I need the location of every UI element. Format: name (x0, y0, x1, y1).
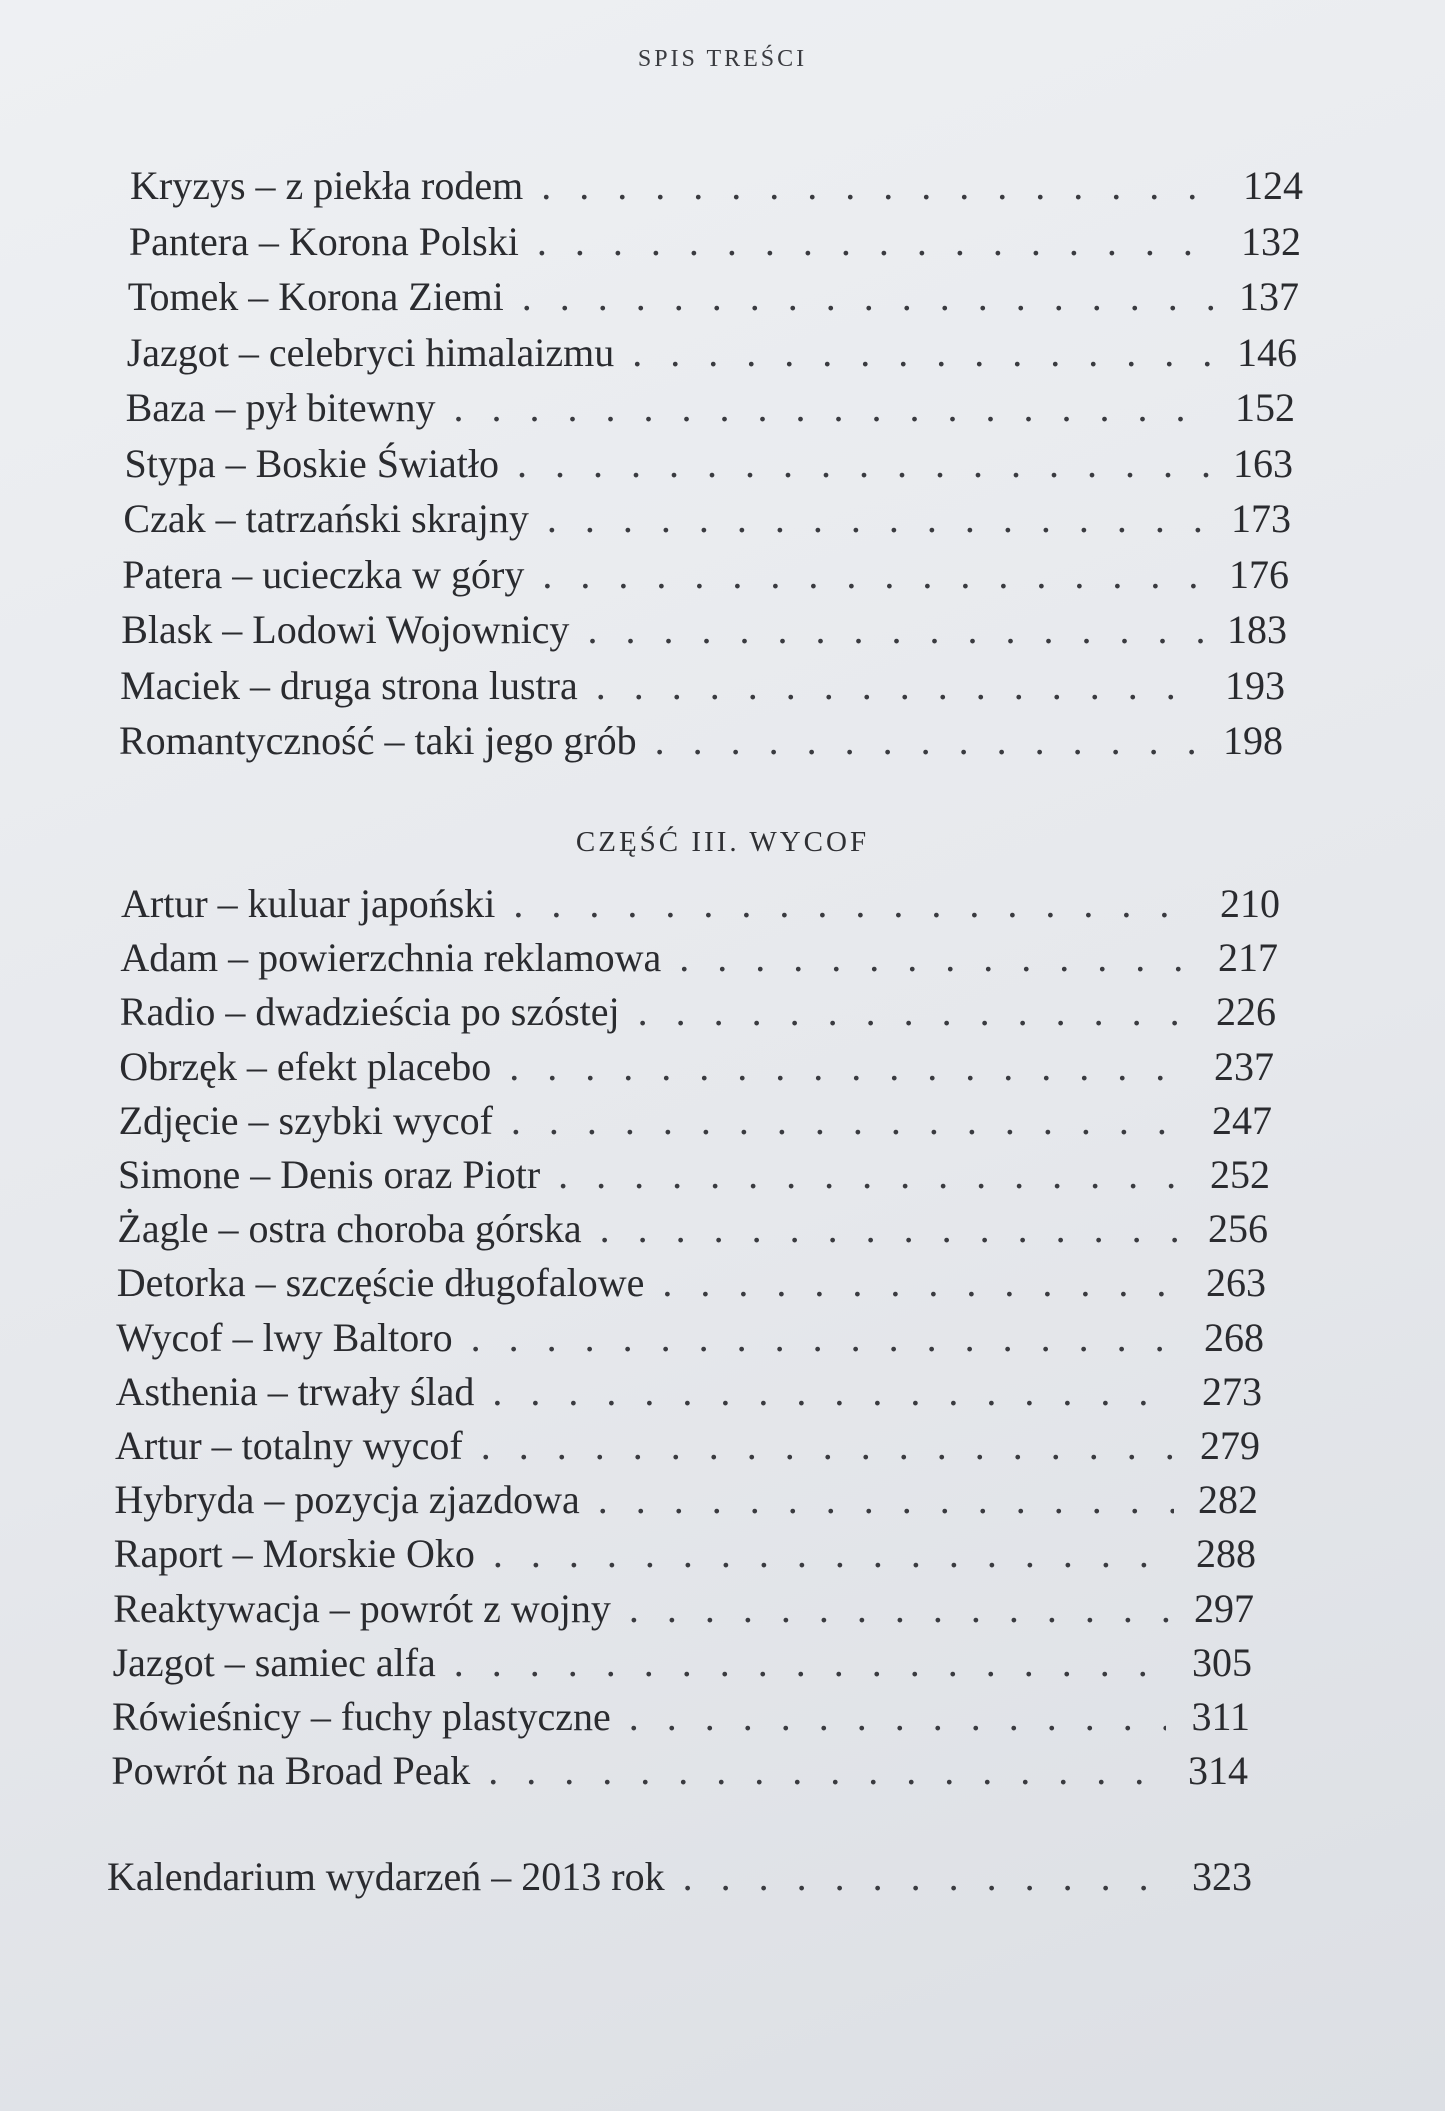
toc-entry (129, 216, 1301, 271)
toc-entry-title: Stypa – Boskie Światło (124, 440, 499, 486)
dot-leader (598, 1474, 1174, 1526)
dot-leader (587, 604, 1203, 656)
dot-leader (542, 549, 1205, 601)
running-head: SPIS TREŚCI (637, 46, 808, 72)
toc-entry (117, 1257, 1266, 1312)
toc-entry (114, 1474, 1258, 1529)
toc-entry-title: Obrzęk – efekt placebo (119, 1043, 492, 1089)
toc-entry-title: Romantyczność – taki jego grób (119, 718, 637, 763)
toc-entry (125, 438, 1294, 493)
toc-entry-title: Radio – dwadzieścia po szóstej (119, 989, 620, 1035)
toc-entry-title: Artur – kuluar japoński (121, 881, 496, 926)
toc-entry-title: Hybryda – pozycja zjazdowa (114, 1477, 580, 1523)
dot-leader (471, 1312, 1180, 1364)
toc-entry (128, 271, 1299, 326)
toc-entry (120, 660, 1285, 715)
toc-entry-title: Detorka – szczęście długofalowe (116, 1260, 645, 1306)
dot-leader (513, 878, 1196, 930)
dot-leader (481, 1420, 1176, 1472)
toc-entry-page-number: 146 (1236, 329, 1297, 375)
toc-entry-title: Czak – tatrzański skrajny (123, 496, 529, 541)
dot-leader (511, 1095, 1188, 1147)
toc-entry-page-number: 137 (1238, 274, 1299, 319)
toc-entry-title: Asthenia – trwały ślad (115, 1368, 475, 1414)
toc-entry-title: Reaktywacja – powrót z wojny (113, 1585, 611, 1631)
toc-entry-page-number: 263 (1205, 1260, 1266, 1306)
toc-entry (107, 1851, 1252, 1906)
toc-entry-page-number: 273 (1201, 1368, 1262, 1414)
toc-entry (113, 1583, 1254, 1638)
toc-entry-title: Raport – Morskie Oko (113, 1531, 475, 1577)
toc-entry (119, 715, 1283, 770)
toc-entry-title: Kryzys – z piekła rodem (130, 163, 524, 208)
toc-entry (130, 160, 1303, 215)
toc-entry-title: Artur – totalny wycof (115, 1423, 463, 1468)
toc-entry-title: Maciek – druga strona lustra (120, 662, 578, 708)
toc-entry (111, 1745, 1248, 1800)
part-heading: CZĘŚĆ III. WYCOF (575, 826, 870, 858)
toc-entry (112, 1691, 1250, 1746)
toc-entry (118, 1149, 1270, 1204)
toc-entry-page-number: 268 (1203, 1314, 1264, 1360)
dot-leader (638, 986, 1192, 1038)
toc-entry-page-number: 226 (1215, 989, 1276, 1035)
dot-leader (679, 932, 1194, 984)
toc-entry-page-number: 210 (1220, 881, 1280, 926)
dot-leader (522, 271, 1215, 323)
toc-entry-title: Jazgot – celebryci himalaizmu (126, 329, 615, 375)
toc-entry-title: Tomek – Korona Ziemi (127, 274, 504, 319)
toc-entry-title: Adam – powierzchnia reklamowa (120, 935, 662, 981)
toc-entry-page-number: 288 (1195, 1531, 1256, 1577)
toc-entry-page-number: 311 (1191, 1694, 1250, 1739)
dot-leader (547, 493, 1207, 545)
dot-leader (454, 382, 1211, 434)
toc-entry-page-number: 314 (1187, 1748, 1248, 1794)
toc-entry-title: Rówieśnicy – fuchy plastyczne (112, 1694, 611, 1739)
toc-entry-title: Simone – Denis oraz Piotr (118, 1152, 541, 1197)
dot-leader (629, 1691, 1166, 1743)
toc-entry-page-number: 256 (1207, 1206, 1268, 1252)
toc-entry-page-number: 305 (1191, 1639, 1252, 1685)
dot-leader (517, 438, 1209, 490)
dot-leader (629, 1583, 1170, 1635)
dot-leader (600, 1203, 1184, 1255)
toc-entry-title: Baza – pył bitewny (125, 385, 436, 430)
toc-entry (127, 327, 1297, 382)
dot-leader (537, 216, 1217, 268)
toc-entry (119, 1041, 1274, 1096)
toc-entry-title: Blask – Lodowi Wojownicy (121, 607, 570, 652)
toc-entry-page-number: 279 (1200, 1423, 1260, 1468)
toc-entry-title: Zdjęcie – szybki wycof (118, 1097, 493, 1143)
toc-entry-page-number: 193 (1224, 662, 1285, 708)
dot-leader (454, 1637, 1168, 1689)
toc-entry (120, 932, 1278, 987)
toc-entry-title: Wycof – lwy Baltoro (116, 1314, 453, 1360)
toc-entry-page-number: 124 (1243, 163, 1303, 208)
dot-leader (596, 660, 1201, 712)
toc-entry (116, 1312, 1264, 1367)
dot-leader (493, 1528, 1172, 1580)
toc-entry-page-number: 252 (1210, 1152, 1270, 1197)
toc-entry (119, 1095, 1272, 1150)
toc-entry (115, 1420, 1260, 1475)
toc-entry-page-number: 297 (1193, 1585, 1254, 1631)
toc-entry-title: Żagle – ostra choroba górska (117, 1206, 582, 1252)
dot-leader (632, 327, 1213, 379)
toc-entry-page-number: 173 (1230, 496, 1291, 541)
toc-entry-title: Kalendarium wydarzeń – 2013 rok (107, 1854, 665, 1899)
toc-entry (114, 1528, 1256, 1583)
dot-leader (655, 715, 1199, 767)
toc-entry-page-number: 247 (1211, 1097, 1272, 1143)
toc-entry (120, 986, 1276, 1041)
toc-entry-title: Powrót na Broad Peak (111, 1748, 471, 1794)
toc-entry-page-number: 237 (1213, 1043, 1274, 1089)
toc-entry-page-number: 152 (1234, 385, 1295, 430)
toc-entry-page-number: 217 (1217, 935, 1278, 981)
toc-entry-page-number: 163 (1233, 440, 1293, 486)
toc-entry (122, 549, 1289, 604)
toc-entry-page-number: 282 (1197, 1477, 1258, 1523)
toc-entry-page-number: 132 (1240, 218, 1301, 264)
toc-entry (123, 493, 1291, 548)
toc-entry-title: Jazgot – samiec alfa (112, 1639, 436, 1685)
dot-leader (558, 1149, 1186, 1201)
toc-entry (121, 604, 1287, 659)
toc-entry (116, 1366, 1262, 1421)
toc-entry (126, 382, 1295, 437)
toc-entry-page-number: 198 (1223, 718, 1283, 763)
dot-leader (541, 160, 1219, 212)
toc-entry (121, 878, 1280, 933)
dot-leader (509, 1041, 1190, 1093)
toc-entry-page-number: 183 (1226, 607, 1287, 652)
toc-entry-page-number: 323 (1192, 1854, 1252, 1899)
dot-leader (662, 1257, 1182, 1309)
dot-leader (492, 1366, 1178, 1418)
toc-entry-page-number: 176 (1228, 551, 1289, 597)
dot-leader (683, 1851, 1168, 1903)
dot-leader (488, 1745, 1164, 1797)
toc-entry-title: Pantera – Korona Polski (128, 218, 519, 264)
toc-entry (117, 1203, 1268, 1258)
toc-entry (113, 1637, 1252, 1692)
toc-entry-title: Patera – ucieczka w góry (122, 551, 525, 597)
